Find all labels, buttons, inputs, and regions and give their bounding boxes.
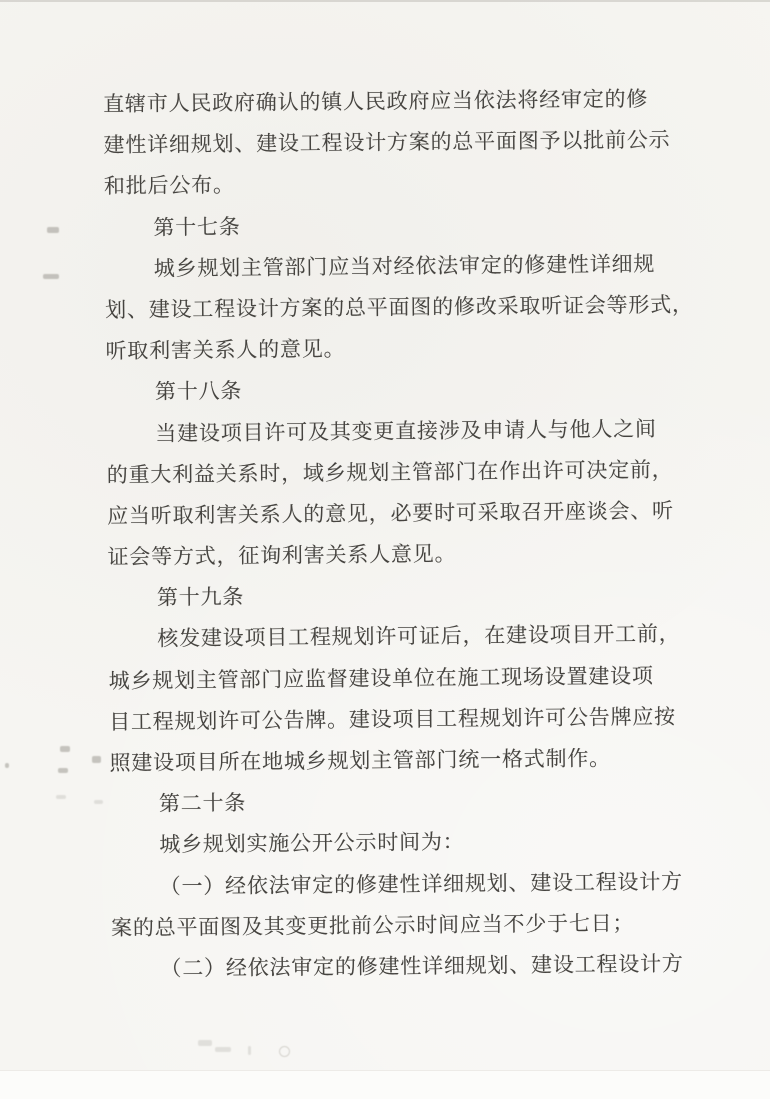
document-line: 照建设项目所在地城乡规划主管部门统一格式制作。: [109, 746, 612, 776]
document-line: 的重大利益关系时，域乡规划主管部门在作出许可决定前，: [106, 457, 674, 487]
document-line: 第十八条: [154, 379, 243, 404]
scan-artifact: [43, 274, 59, 279]
scan-artifact: [279, 1046, 290, 1057]
document-line: 和批后公布。: [103, 173, 235, 199]
document-line: 案的总平面图及其变更批前公示时间应当不少于七日；: [110, 910, 635, 940]
document-line: 第十九条: [156, 585, 245, 610]
document-line: 第十七条: [153, 214, 241, 240]
document-line: （二）经依法审定的修建性详细规划、建设工程设计方: [160, 951, 684, 981]
document-line: 当建设项目许可及其变更直接涉及申请人与他人之间: [155, 416, 657, 446]
scan-artifact: [215, 1047, 231, 1052]
scan-bottom-strip: [0, 1070, 770, 1099]
document-line: 目工程规划许可公告牌。建设项目工程规划许可公告牌应按: [109, 704, 677, 734]
document-line: 直辖市人民政府确认的镇人民政府应当依法将经审定的修: [103, 86, 649, 117]
document-line: 核发建设项目工程规划许可证后，在建设项目开工前，: [157, 622, 681, 652]
scan-artifact: [198, 1040, 212, 1046]
document-text-block: [103, 78, 732, 990]
document-line: 城乡规划实施公开公示时间为：: [159, 830, 465, 857]
document-line: 划、建设工程设计方案的总平面图的修改采取听证会等形式，: [105, 292, 694, 323]
document-line: 城乡规划主管部门应当对经依法审定的修建性详细规: [153, 251, 656, 281]
document-line: 证会等方式，征询利害关系人意见。: [107, 541, 457, 570]
document-line: 应当听取利害关系人的意见，必要时可采取召开座谈会、听: [107, 498, 675, 528]
scan-artifact: [56, 795, 66, 799]
scan-top-edge: [0, 0, 770, 2]
scan-artifact: [60, 746, 70, 752]
document-line: 听取利害关系人的意见。: [105, 336, 346, 364]
scan-artifact: [47, 227, 59, 233]
document-line: 第二十条: [158, 790, 247, 816]
document-line: （一）经依法审定的修建性详细规划、建设工程设计方: [159, 869, 683, 899]
scan-artifact: [58, 768, 68, 773]
document-line: 城乡规划主管部门应监督建设单位在施工现场设置建设项: [108, 663, 654, 693]
scan-artifact: [94, 800, 103, 804]
scan-artifact: [248, 1046, 251, 1055]
document-line: 建性详细规划、建设工程设计方案的总平面图予以批前公示: [103, 127, 671, 158]
scan-artifact: [5, 763, 9, 768]
scan-artifact: [92, 756, 101, 763]
